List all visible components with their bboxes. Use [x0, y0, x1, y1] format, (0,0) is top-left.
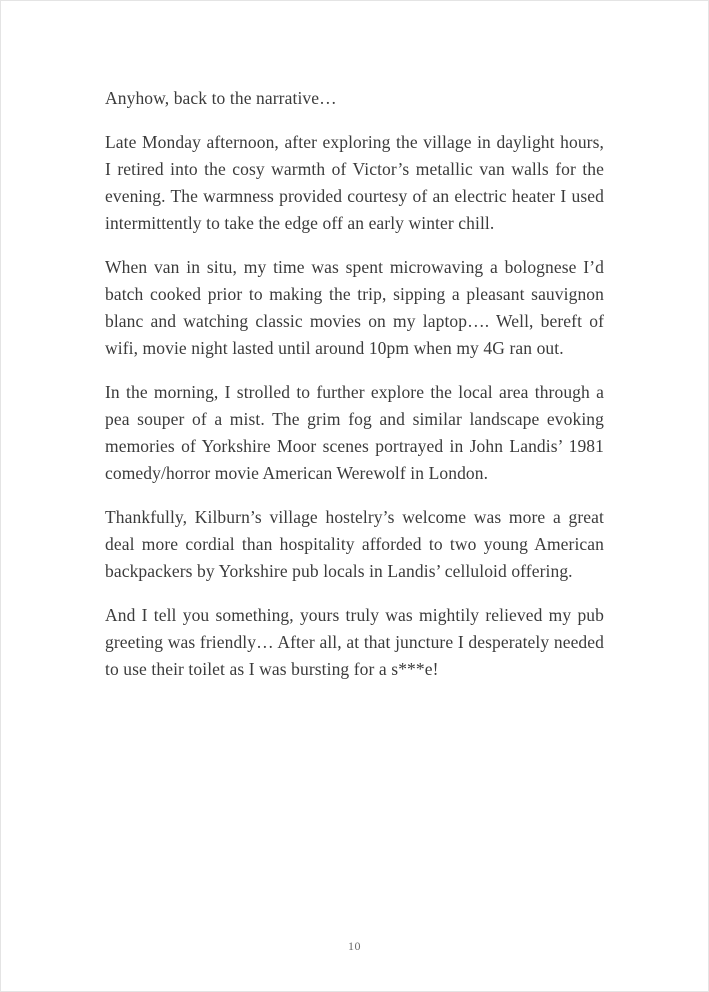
paragraph: Late Monday afternoon, after exploring the village in daylight hours, I retired into the cosy warmth of Victor’s metallic van walls for the evening. The warmness provided courtesy of an electric heater I used intermittently to take the edge off an early winter chill. — [105, 132, 604, 233]
paragraph: When van in situ, my time was spent microwaving a bolognese I’d batch cooked prior to making the trip, sipping a pleasant sauvignon blanc and watching classic movies on my laptop…. Well, bereft of wifi, movie night lasted until around 10pm when my 4G ran out. — [105, 257, 604, 358]
paragraph: Anyhow, back to the narrative… — [105, 88, 337, 108]
paragraph: Thankfully, Kilburn’s village hostelry’s welcome was more a great deal more cordial than hospitality afforded to two young American backpackers by Yorkshire pub locals in Landis’ celluloid offering. — [105, 507, 604, 581]
page-footer — [1, 937, 708, 955]
paragraph: In the morning, I strolled to further explore the local area through a pea souper of a mist. The grim fog and similar landscape evoking memories of Yorkshire Moor scenes portrayed in John Landis’ 1981 comedy/horror movie American Werewolf in London. — [105, 382, 604, 483]
page-number: 10 — [348, 939, 361, 953]
page-content — [105, 85, 604, 700]
paragraph: And I tell you something, yours truly was mightily relieved my pub greeting was friendly… After all, at that juncture I desperately needed to use their toilet as I was bursting for a s***e! — [105, 605, 604, 679]
